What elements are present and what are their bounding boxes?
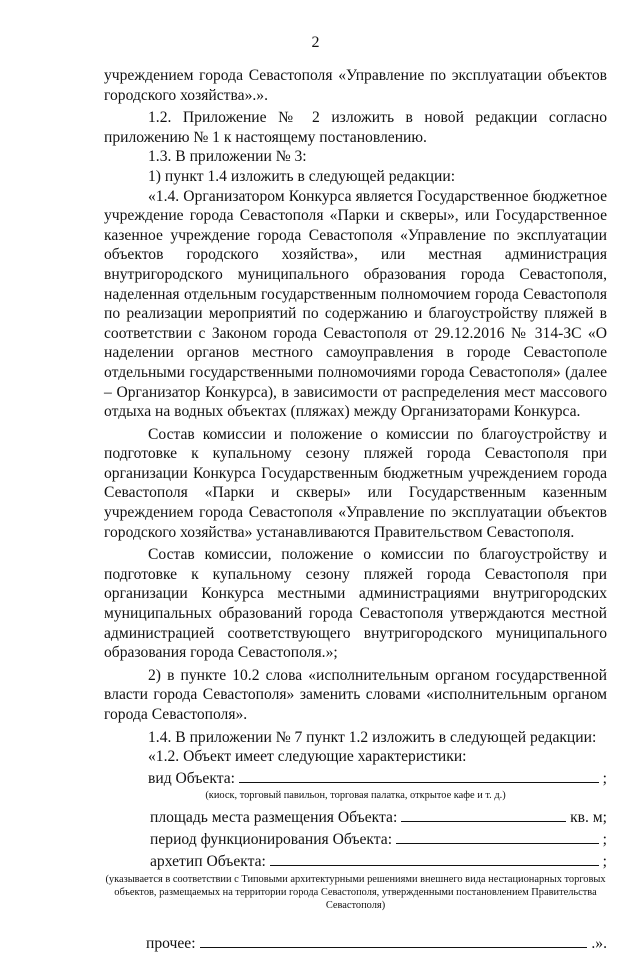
paragraph-continuation: учреждением города Севастополя «Управление по эксплуатации объектов городского хозяйства».». [104, 67, 607, 104]
paragraph-1-4-appendix7: 1.4. В приложении № 7 пункт 1.2 изложить в следующей редакции: [148, 728, 597, 746]
period-label: период функционирования Объекта: [150, 830, 393, 848]
period-end: ; [602, 830, 607, 848]
form-field-area [104, 806, 607, 828]
paragraph-item-1: 1) пункт 1.4 изложить в следующей редакции: [148, 167, 456, 185]
archetype-hint: (указывается в соответствии с Типовыми архитектурными решениями внешнего вида нестационарных торговых объектов, размещаемых на территории города Севастополя, утвержденными постановлением Правительства Севастополя) [105, 874, 606, 912]
period-blank-line [396, 828, 599, 844]
form-field-other [104, 932, 607, 954]
paragraph-commission-state: Состав комиссии и положение о комиссии по благоустройству и подготовке к купальному сезону пляжей города Севастополя при организации Конкурса Государственным бюджетным учреждением города Севастополя «Парки и скверы» или Государственным казенным учреждением города Севастополя «Управление по эксплуатации объектов городского хозяйства» устанавливаются Правительством Севастополя. [104, 425, 607, 541]
form-field-archetype [104, 850, 607, 872]
area-end: кв. м; [570, 809, 607, 827]
page-number: 2 [311, 34, 320, 51]
paragraph-item-2: 2) в пункте 10.2 слова «исполнительным органом государственной власти города Севастополя» заменить словами «исполнительным органом города Севастополя». [104, 666, 607, 723]
paragraph-1-2: 1.2. Приложение № 2 изложить в новой редакции согласно приложению № 1 к настоящему постановлению. [104, 109, 607, 146]
area-label: площадь места размещения Объекта: [150, 809, 398, 827]
type-end: ; [602, 769, 607, 787]
type-label: вид Объекта: [148, 769, 235, 787]
type-hint: (киоск, торговый павильон, торговая палатка, открытое кафе и т. д.) [205, 790, 506, 802]
other-blank-line [200, 932, 588, 948]
form-field-period [104, 828, 607, 850]
paragraph-1-2-characteristics: «1.2. Объект имеет следующие характеристики: [148, 748, 467, 766]
archetype-blank-line [270, 850, 599, 866]
type-blank-line [239, 767, 599, 783]
paragraph-1-4-organizer: «1.4. Организатором Конкурса является Государственное бюджетное учреждение города Севастополя «Парки и скверы», или Государственное казенное учреждение города Севастополя «Управление по эксплуатации объектов городского хозяйства», или местная администрация внутригородского муниципального образования города Севастополя, наделенная отдельным государственным полномочием города Севастополя по реализации мероприятий по содержанию и благоустройству пляжей в соответствии с Законом города Севастополя от 29.12.2016 № 314-ЗС «О наделении органов местного самоуправления в городе Севастополе отдельными государственными полномочиями города Севастополя» (далее – Организатор Конкурса), в зависимости от распределения мест массового отдыха на водных объектах (пляжах) между Организаторами Конкурса. [104, 187, 607, 421]
archetype-end: ; [602, 852, 607, 870]
area-blank-line [401, 806, 566, 822]
form-field-type [104, 767, 607, 789]
other-end: .». [591, 935, 607, 953]
document-body [104, 66, 607, 954]
other-label: прочее: [146, 935, 196, 953]
paragraph-1-3: 1.3. В приложении № 3: [148, 148, 307, 166]
paragraph-commission-municipal: Состав комиссии, положение о комиссии по благоустройству и подготовке к купальному сезону пляжей города Севастополя при организации Конкурса местными администрациями внутригородских муниципальных образований города Севастополя утверждаются местной администрацией соответствующего внутригородского муниципального образования города Севастополя.»; [104, 546, 607, 662]
archetype-label: архетип Объекта: [150, 852, 266, 870]
